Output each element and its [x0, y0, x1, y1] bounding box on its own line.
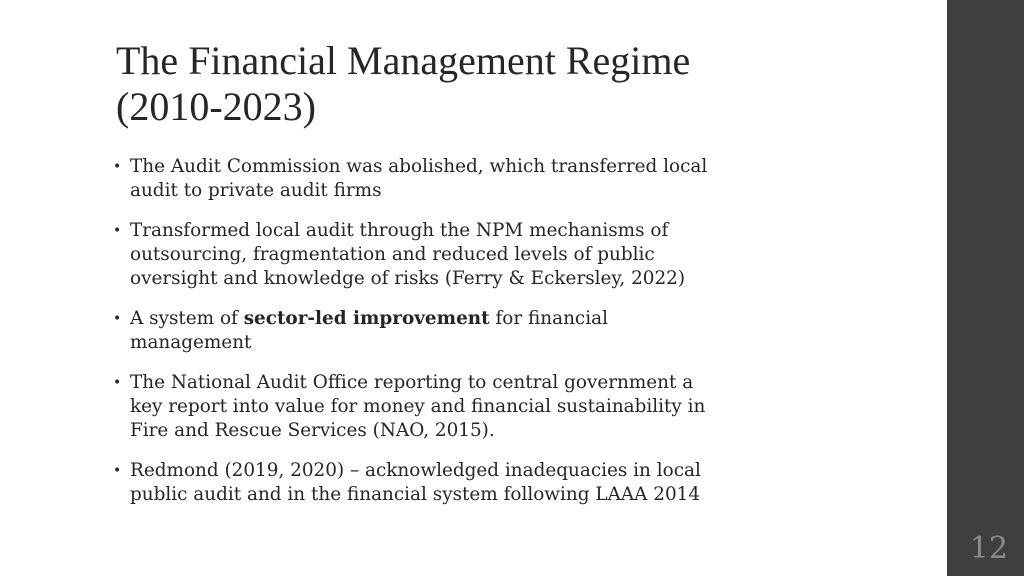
right-sidebar-band [947, 0, 1024, 576]
bullet-item-redmond [113, 459, 830, 507]
bullet-item-npm-mechanisms [113, 219, 830, 291]
slide-title-line-2: (2010-2023) [116, 84, 316, 129]
bullet-line: • The Audit Commission was abolished, which transferred local [130, 156, 708, 177]
bullet-line: public audit and in the financial system following LAAA 2014 [130, 484, 701, 505]
bullet-bold-phrase: sector-led improvement [243, 308, 490, 329]
bullet-list [113, 155, 923, 523]
bullet-item-national-audit-office [113, 371, 835, 443]
bullet-item-audit-commission [113, 155, 830, 203]
bullet-line [130, 307, 830, 331]
bullet-line: Fire and Rescue Services (NAO, 2015). [130, 420, 495, 441]
bullet-item-sector-led-improvement [113, 307, 830, 355]
bullet-line: • Redmond (2019, 2020) – acknowledged inadequacies in local [130, 460, 701, 481]
slide-title-line-1: The Financial Management Regime [116, 38, 691, 83]
bullet-line: • Transformed local audit through the NPM mechanisms of [130, 220, 669, 241]
bullet-line: outsourcing, fragmentation and reduced levels of public [130, 244, 655, 265]
bullet-line: • The National Audit Office reporting to central government a [130, 372, 694, 393]
bullet-suffix: for financial [489, 308, 608, 329]
bullet-line: audit to private audit firms [130, 180, 382, 201]
slide-title [116, 38, 936, 130]
slide-number: 12 [969, 531, 1008, 566]
bullet-prefix: A system of [130, 308, 244, 329]
bullet-line: key report into value for money and financial sustainability in [130, 396, 706, 417]
bullet-line: oversight and knowledge of risks (Ferry & Eckersley, 2022) [130, 268, 686, 289]
bullet-line: management [130, 332, 252, 353]
